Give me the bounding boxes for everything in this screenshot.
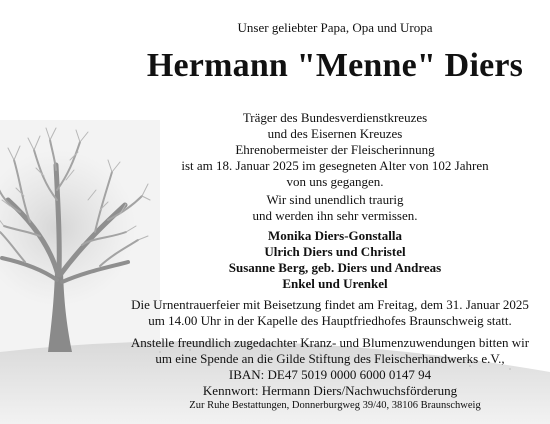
donation-keyword: Kennwort: Hermann Diers/Nachwuchsförderung [202, 383, 458, 398]
intro-line: Unser geliebter Papa, Opa und Uropa [237, 20, 433, 35]
mourner-name: Susanne Berg, geb. Diers und Andreas [228, 260, 442, 275]
mourners-block [120, 228, 550, 292]
biography-block [120, 110, 550, 190]
biography-line: von uns gegangen. [286, 174, 384, 189]
funeral-line: um 14.00 Uhr in der Kapelle des Hauptfriedhofes Braunschweig statt. [148, 313, 512, 328]
funeral-line: Die Urnentrauerfeier mit Beisetzung findet am Freitag, dem 31. Januar 2025 [131, 297, 529, 312]
donation-line: um eine Spende an die Gilde Stiftung des Fleischerhandwerks e.V., [155, 351, 505, 366]
mourner-name: Monika Diers-Gonstalla [268, 228, 402, 243]
donation-iban: IBAN: DE47 5019 0000 6000 0147 94 [228, 367, 432, 382]
funeral-info [110, 297, 550, 329]
mourner-name: Ulrich Diers und Christel [264, 244, 406, 259]
biography-line: Ehrenobermeister der Fleischerinnung [235, 142, 435, 157]
funeral-home-footer: Zur Ruhe Bestattungen, Donnerburgweg 39/40, 38106 Braunschweig [189, 400, 481, 411]
donation-info [110, 335, 550, 399]
deceased-name: Hermann "Menne" Diers [146, 47, 524, 84]
biography-line: und des Eisernen Kreuzes [267, 126, 403, 141]
biography-line: ist am 18. Januar 2025 im gesegneten Alter von 102 Jahren [181, 158, 489, 173]
biography-line: Träger des Bundesverdienstkreuzes [242, 110, 428, 125]
sentiment-line: und werden ihn sehr vermissen. [252, 208, 418, 223]
donation-line: Anstelle freundlich zugedachter Kranz- und Blumenzuwendungen bitten wir [130, 335, 530, 350]
mourner-name: Enkel und Urenkel [282, 276, 388, 291]
sentiment-block [120, 192, 550, 224]
sentiment-line: Wir sind unendlich traurig [266, 192, 404, 207]
